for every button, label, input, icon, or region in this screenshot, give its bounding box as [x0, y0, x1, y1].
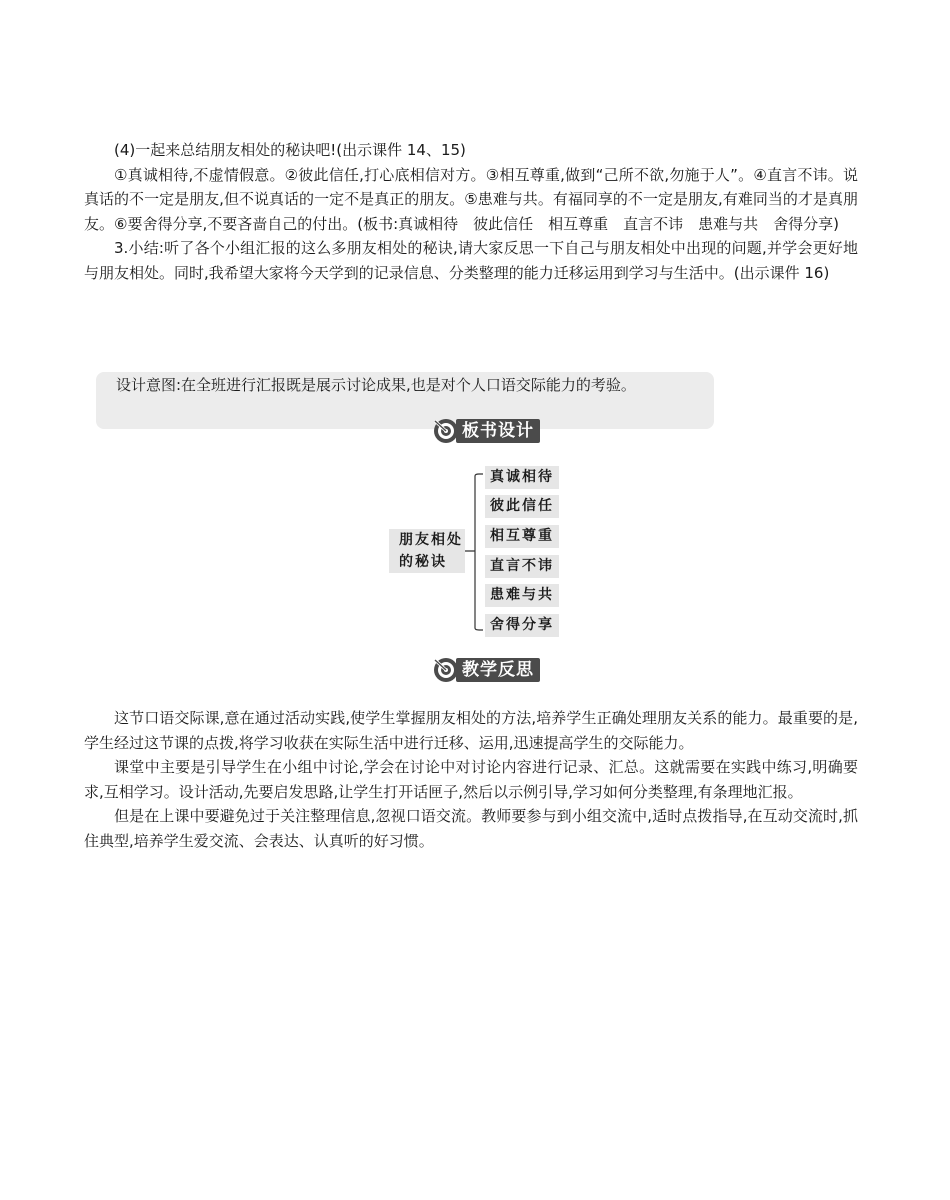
- center-line-2: 的秘诀: [399, 554, 447, 570]
- conclusion: 3.小结:听了各个小组汇报的这么多朋友相处的秘诀,请大家反思一下自己与朋友相处中出现的问题,并学会更好地与朋友相处。同时,我希望大家将今天学到的记录信息、分类整理的能力迁移运用到学习与生活中。(出示课件 16): [84, 239, 858, 282]
- reflection-paragraph: 但是在上课中要避免过于关注整理信息,忽视口语交流。教师要参与到小组交流中,适时点拨指导,在互动交流时,抓住典型,培养学生爱交流、会表达、认真听的好习惯。: [84, 807, 858, 850]
- summary-list: ①真诚相待,不虚情假意。②彼此信任,打心底相信对方。③相互尊重,做到“己所不欲,勿施于人”。④直言不讳。说真话的不一定是朋友,但不说真话的一定不是真正的朋友。⑤患难与共。有福同享的不一定是朋友,有难同当的才是真朋友。⑥要舍得分享,不要吝啬自己的付出。(板书:真诚相待 彼此信任 相互尊重 直言不讳 患难与共 舍得分享): [84, 165, 858, 233]
- target-icon: [433, 418, 459, 444]
- target-icon: [433, 657, 459, 683]
- board-item: 患难与共: [485, 584, 559, 607]
- reflection-paragraph: 课堂中主要是引导学生在小组中讨论,学会在讨论中对讨论内容进行记录、汇总。这就需要在实践中练习,明确要求,互相学习。设计活动,先要启发思路,让学生打开话匣子,然后以示例引导,学习如何分类整理,有条理地汇报。: [84, 758, 858, 801]
- board-design-heading: [433, 418, 540, 444]
- board-center-topic: [389, 529, 465, 573]
- design-intent-text: 设计意图:在全班进行汇报既是展示讨论成果,也是对个人口语交际能力的考验。: [116, 376, 636, 394]
- board-design-title: 板书设计: [456, 419, 540, 443]
- board-item: 舍得分享: [485, 614, 559, 637]
- reflection-heading: [433, 657, 540, 683]
- board-item: 真诚相待: [485, 466, 559, 489]
- design-intent-panel: [96, 372, 714, 429]
- reflection-paragraph: 这节口语交际课,意在通过活动实践,使学生掌握朋友相处的方法,培养学生正确处理朋友关系的能力。最重要的是,学生经过这节课的点拨,将学习收获在实际生活中进行迁移、运用,迅速提高学生的交际能力。: [84, 709, 858, 752]
- lesson-section: [84, 138, 858, 285]
- reflection-title: 教学反思: [456, 658, 540, 682]
- board-item: 相互尊重: [485, 525, 559, 548]
- summary-intro: (4)一起来总结朋友相处的秘诀吧!(出示课件 14、15): [114, 141, 466, 159]
- board-item: 彼此信任: [485, 495, 559, 518]
- board-item: 直言不讳: [485, 555, 559, 578]
- center-line-1: 朋友相处: [399, 532, 463, 548]
- reflection-section: [84, 706, 858, 853]
